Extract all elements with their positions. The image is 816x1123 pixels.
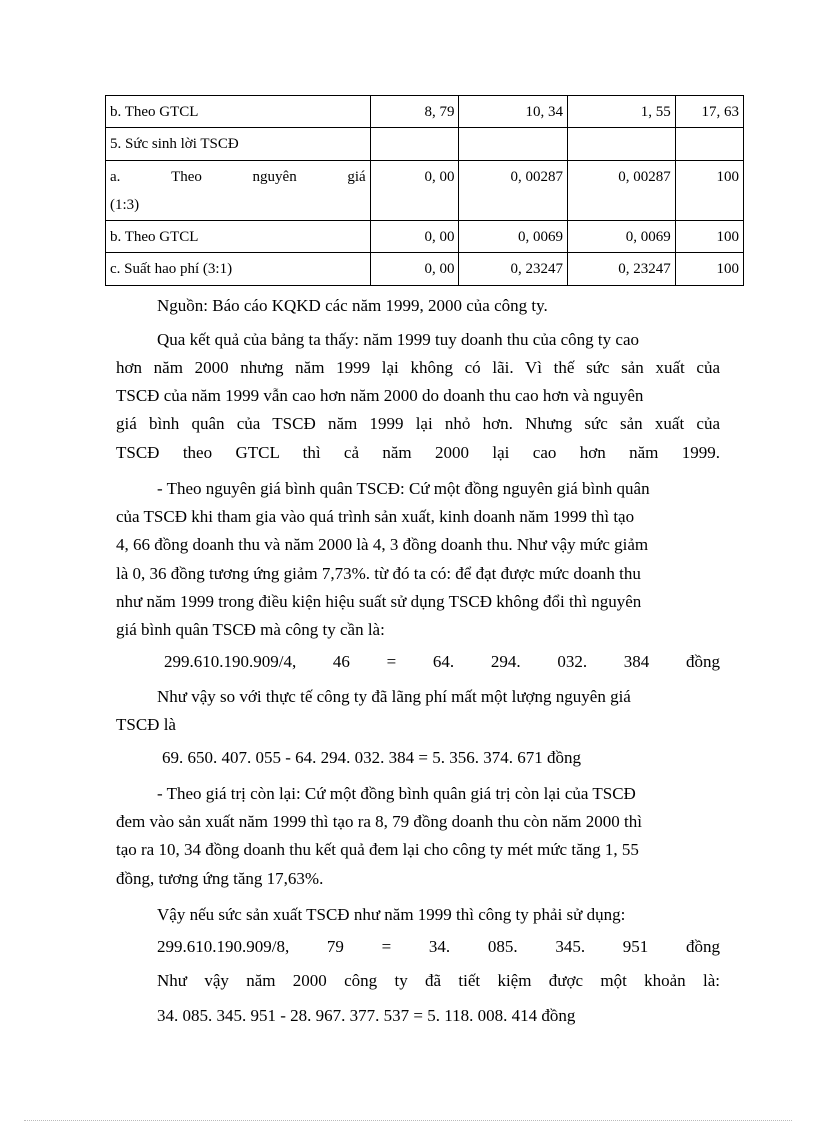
row-label: 5. Sức sinh lời TSCĐ xyxy=(106,128,371,161)
row-label-line2: (1:3) xyxy=(110,197,140,213)
table-row xyxy=(106,128,744,161)
paragraph-line: hơn năm 2000 nhưng năm 1999 lại không có lãi. Vì thế sức sản xuất của xyxy=(116,358,720,377)
cell-value: 0, 00287 xyxy=(459,161,568,221)
paragraph-line: TSCĐ là xyxy=(116,715,176,734)
paragraph-line: giá bình quân của TSCĐ năm 1999 lại nhỏ hơn. Nhưng sức sản xuất của xyxy=(116,414,720,433)
cell-value: 0, 00 xyxy=(370,161,459,221)
row-label-part: a. xyxy=(110,169,121,185)
row-label: b. Theo GTCL xyxy=(106,96,371,128)
paragraph-line: đồng, tương ứng tăng 17,63%. xyxy=(116,869,324,888)
page-divider xyxy=(24,1120,792,1121)
paragraph-line: là 0, 36 đồng tương ứng giảm 7,73%. từ đó ta có: để đạt được mức doanh thu xyxy=(116,564,641,583)
cell-value: 100 xyxy=(675,253,743,286)
paragraph-line: giá bình quân TSCĐ mà công ty cần là: xyxy=(116,620,385,639)
paragraph-line: - Theo nguyên giá bình quân TSCĐ: Cứ một đồng nguyên giá bình quân xyxy=(157,479,650,498)
paragraph-line: Vậy nếu sức sản xuất TSCĐ như năm 1999 thì công ty phải sử dụng: xyxy=(157,905,626,924)
cell-value: 17, 63 xyxy=(675,96,743,128)
cell-value xyxy=(370,128,459,161)
table-row xyxy=(106,221,744,253)
source-note: Nguồn: Báo cáo KQKD các năm 1999, 2000 của công ty. xyxy=(157,296,548,315)
paragraph-line: - Theo giá trị còn lại: Cứ một đồng bình quân giá trị còn lại của TSCĐ xyxy=(157,784,636,803)
formula-line: 69. 650. 407. 055 - 64. 294. 032. 384 = 5. 356. 374. 671 đồng xyxy=(162,748,581,767)
paragraph-line: 4, 66 đồng doanh thu và năm 2000 là 4, 3 đồng doanh thu. Như vậy mức giảm xyxy=(116,535,649,554)
row-label: c. Suất hao phí (3:1) xyxy=(106,253,371,286)
paragraph-line: Như vậy so với thực tế công ty đã lãng phí mất một lượng nguyên giá xyxy=(157,687,631,706)
table-row xyxy=(106,161,744,221)
row-label-line xyxy=(110,163,366,191)
efficiency-table xyxy=(105,95,744,286)
cell-value: 0, 23247 xyxy=(459,253,568,286)
table-row xyxy=(106,96,744,128)
paragraph-line: đem vào sản xuất năm 1999 thì tạo ra 8, 79 đồng doanh thu còn năm 2000 thì xyxy=(116,812,642,831)
cell-value: 0, 00 xyxy=(370,221,459,253)
cell-value: 0, 00287 xyxy=(568,161,676,221)
cell-value xyxy=(675,128,743,161)
cell-value: 8, 79 xyxy=(370,96,459,128)
paragraph-line: của TSCĐ khi tham gia vào quá trình sản xuất, kinh doanh năm 1999 thì tạo xyxy=(116,507,635,526)
row-label-part: giá xyxy=(347,169,366,185)
table-row xyxy=(106,253,744,286)
formula-line: 299.610.190.909/8, 79 = 34. 085. 345. 951 đồng xyxy=(157,937,720,956)
formula-line: 299.610.190.909/4, 46 = 64. 294. 032. 384 đồng xyxy=(164,652,720,671)
cell-value: 1, 55 xyxy=(568,96,676,128)
row-label xyxy=(106,161,371,221)
paragraph-line: Qua kết quả của bảng ta thấy: năm 1999 tuy doanh thu của công ty cao xyxy=(157,330,639,349)
paragraph-line: Như vậy năm 2000 công ty đã tiết kiệm được một khoản là: xyxy=(157,971,720,990)
cell-value: 0, 0069 xyxy=(568,221,676,253)
formula-line: 34. 085. 345. 951 - 28. 967. 377. 537 = 5. 118. 008. 414 đồng xyxy=(157,1006,576,1025)
row-label: b. Theo GTCL xyxy=(106,221,371,253)
row-label-part: Theo xyxy=(171,169,202,185)
row-label-part: nguyên xyxy=(252,169,297,185)
cell-value xyxy=(568,128,676,161)
paragraph-line: TSCĐ theo GTCL thì cả năm 2000 lại cao hơn năm 1999. xyxy=(116,443,720,462)
cell-value xyxy=(459,128,568,161)
cell-value: 100 xyxy=(675,221,743,253)
paragraph-line: tạo ra 10, 34 đồng doanh thu kết quả đem lại cho công ty mét mức tăng 1, 55 xyxy=(116,840,639,859)
paragraph-line: TSCĐ của năm 1999 vẫn cao hơn năm 2000 do doanh thu cao hơn và nguyên xyxy=(116,386,644,405)
cell-value: 10, 34 xyxy=(459,96,568,128)
cell-value: 0, 00 xyxy=(370,253,459,286)
cell-value: 100 xyxy=(675,161,743,221)
cell-value: 0, 23247 xyxy=(568,253,676,286)
cell-value: 0, 0069 xyxy=(459,221,568,253)
paragraph-line: như năm 1999 trong điều kiện hiệu suất sử dụng TSCĐ không đổi thì nguyên xyxy=(116,592,642,611)
